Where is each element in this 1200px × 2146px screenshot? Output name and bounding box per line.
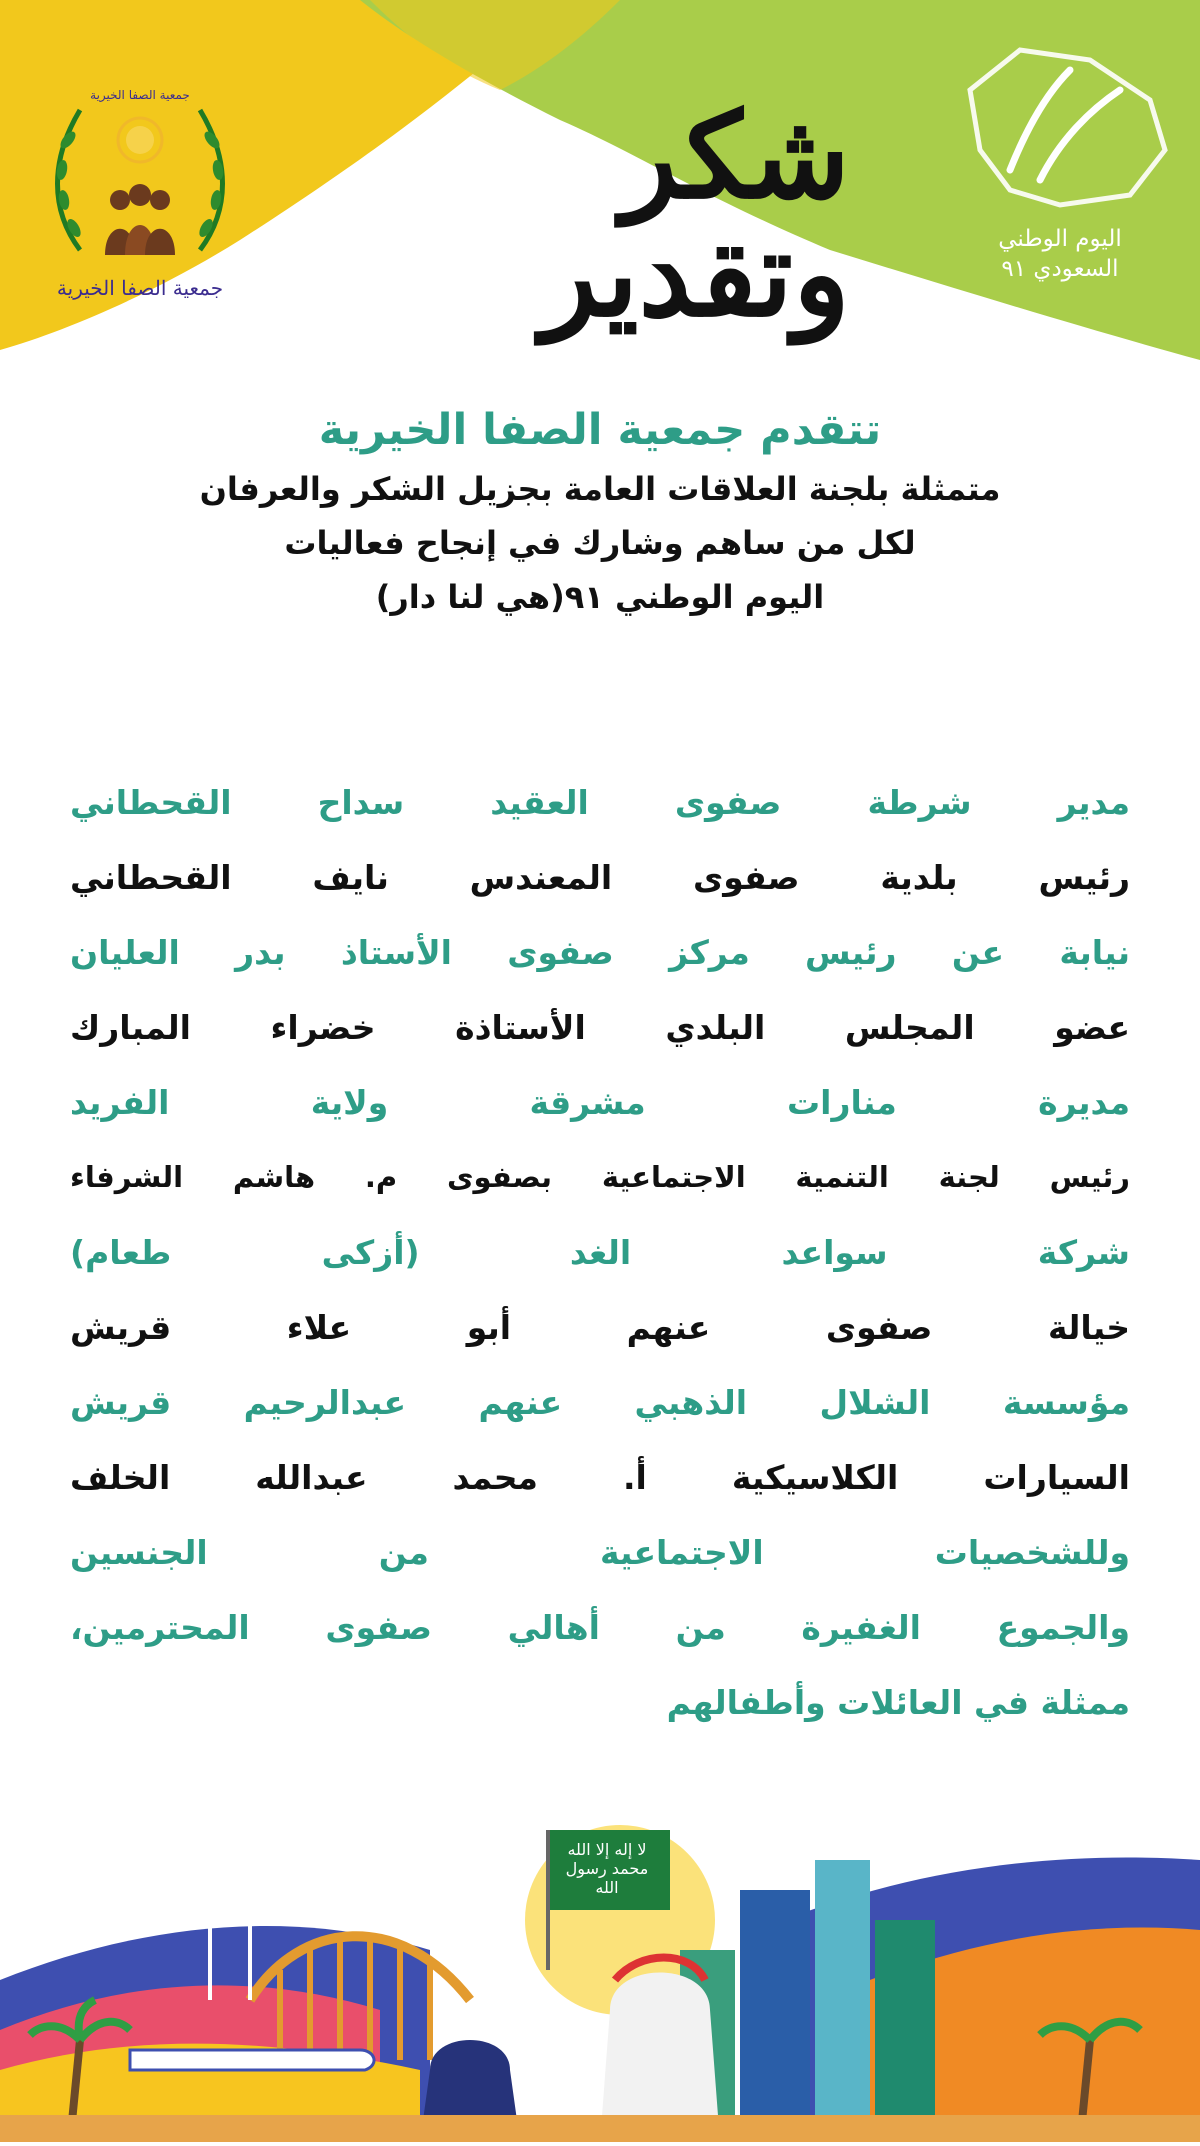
intro-title: تتقدم جمعية الصفا الخيرية (318, 405, 882, 455)
intro-section (60, 405, 1140, 624)
honoree-line: عضو المجلس البلدي الأستاذة خضراء المبارك (70, 1008, 1130, 1047)
honoree-line: شركة سواعد الغد (أزكى طعام) (70, 1233, 1130, 1272)
honorees-list (70, 765, 1130, 1740)
honoree-line: مديرة منارات مشرقة ولاية الفريد (70, 1083, 1130, 1122)
intro-line: لكل من ساهم وشارك في إنجاح فعاليات (284, 523, 916, 562)
honoree-line: رئيس لجنة التنمية الاجتماعية بصفوى م. هاشم الشرفاء (70, 1160, 1130, 1194)
honoree-line: وللشخصيات الاجتماعية من الجنسين (70, 1533, 1130, 1572)
logo-top-text: جمعية الصفا الخيرية (90, 88, 190, 102)
honoree-line: مؤسسة الشلال الذهبي عنهم عبدالرحيم قريش (70, 1383, 1130, 1422)
honoree-line: نيابة عن رئيس مركز صفوى الأستاذ بدر العليان (70, 933, 1130, 972)
intro-line: اليوم الوطني ٩١(هي لنا دار) (375, 577, 825, 616)
header-banner (0, 0, 1200, 380)
honoree-line: والجموع الغفيرة من أهالي صفوى المحترمين، (70, 1608, 1130, 1647)
logo-caption: جمعية الصفا الخيرية (56, 276, 224, 300)
national-day-text (960, 225, 1160, 285)
flag-inscription: لا إله إلا الله محمد رسول الله (565, 1840, 649, 1897)
thanks-calligraphy (350, 86, 850, 343)
honoree-line: رئيس بلدية صفوى المعندس نايف القحطاني (70, 858, 1130, 897)
honoree-line: خيالة صفوى عنهم أبو علاء قريش (70, 1308, 1130, 1347)
honoree-line: السيارات الكلاسيكية أ. محمد عبدالله الخلف (70, 1458, 1130, 1497)
national-day-line2: السعودي ٩١ (1001, 255, 1119, 282)
honoree-line: ممثلة في العائلات وأطفالهم (666, 1683, 1130, 1722)
honoree-line: مدير شرطة صفوى العقيد سداح القحطاني (70, 783, 1130, 822)
national-day-line1: اليوم الوطني (998, 226, 1122, 252)
intro-line: متمثلة بلجنة العلاقات العامة بجزيل الشكر والعرفان (199, 470, 1001, 508)
thanks-title: شكر وتقدير (540, 86, 850, 343)
